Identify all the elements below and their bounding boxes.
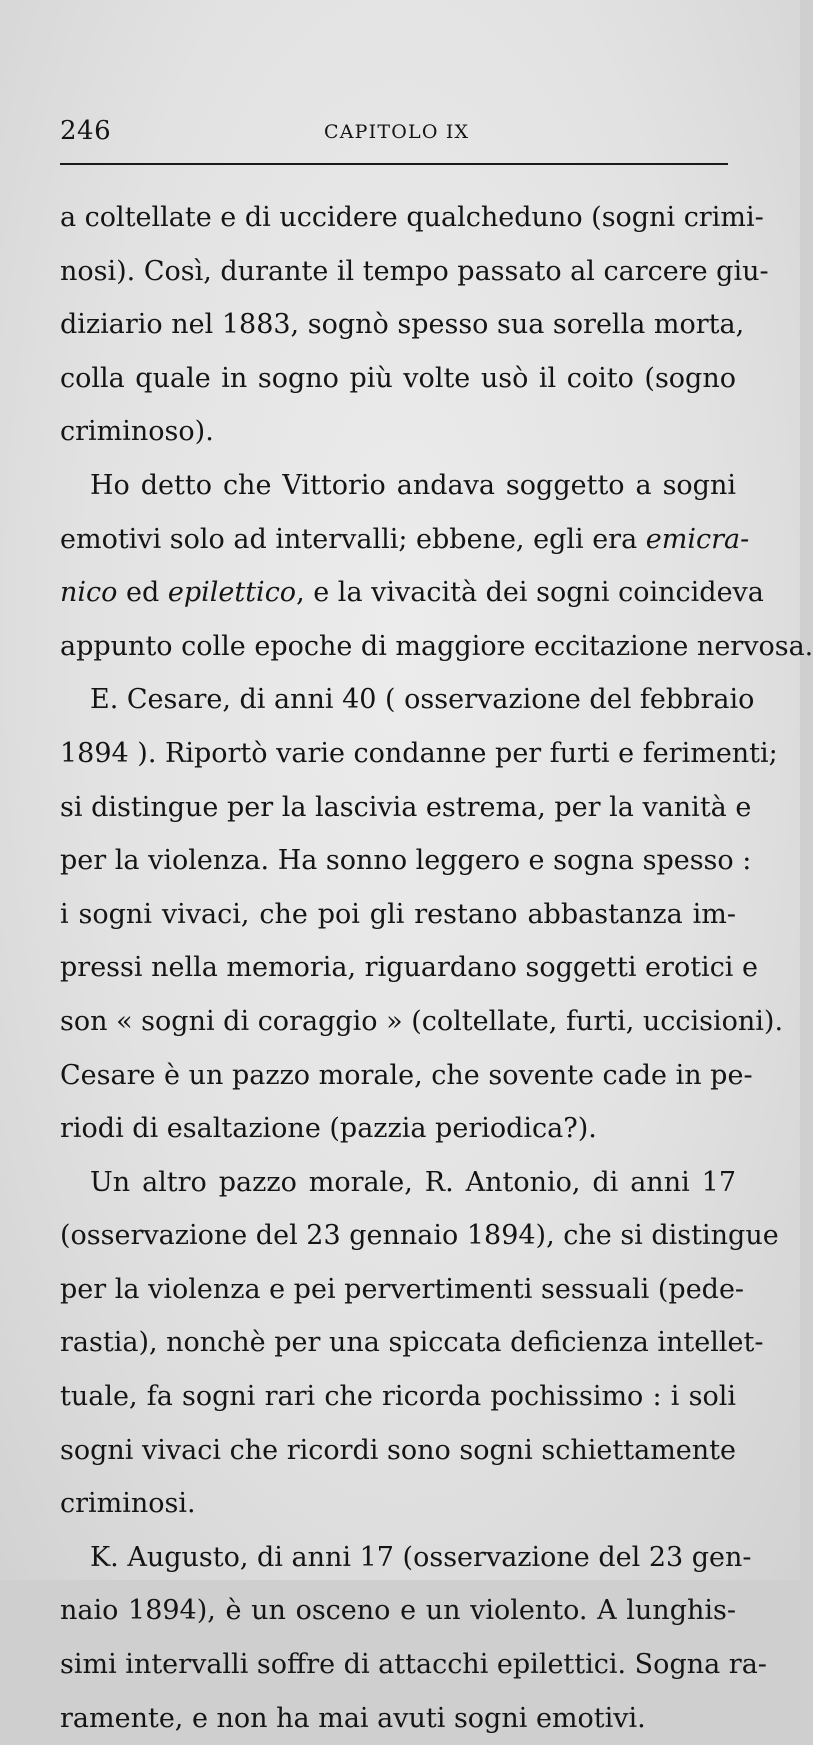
- text-line: simi intervalli soffre di attacchi epilettici. Sogna ra-: [60, 1649, 767, 1681]
- page-number: 246: [60, 116, 112, 146]
- text-line: tuale, fa sogni rari che ricorda pochissimo : i soli: [60, 1381, 736, 1413]
- italic-term: epilettico: [167, 577, 297, 609]
- text-line: naio 1894), è un osceno e un violento. A lunghis-: [60, 1595, 736, 1627]
- text-line: Ho detto che Vittorio andava soggetto a sogni: [90, 469, 736, 501]
- text-line: riodi di esaltazione (pazzia periodica?).: [60, 1113, 597, 1145]
- text-line: criminosi.: [60, 1488, 196, 1520]
- text-line: colla quale in sogno più volte usò il coito (sogno: [60, 362, 736, 394]
- text-line: K. Augusto, di anni 17 (osservazione del 23 gen-: [90, 1541, 752, 1573]
- text-line: (osservazione del 23 gennaio 1894), che si distingue: [60, 1220, 779, 1252]
- text-line: appunto colle epoche di maggiore eccitazione nervosa.: [60, 630, 813, 662]
- header-rule: [60, 163, 728, 165]
- text-line: sogni vivaci che ricordi sono sogni schiettamente: [60, 1434, 736, 1466]
- text-line: ramente, e non ha mai avuti sogni emotivi.: [60, 1702, 646, 1734]
- text-line: criminoso).: [60, 416, 214, 448]
- text-line: 1894 ). Riportò varie condanne per furti e ferimenti;: [60, 737, 778, 769]
- text-line: per la violenza e pei pervertimenti sessuali (pede-: [60, 1273, 745, 1305]
- running-head: CAPITOLO IX: [324, 121, 470, 143]
- text-line: nosi). Così, durante il tempo passato al carcere giu-: [60, 255, 769, 287]
- text-line: [60, 513, 750, 567]
- italic-term: nico: [60, 577, 118, 609]
- text-line: i sogni vivaci, che poi gli restano abbastanza im-: [60, 898, 736, 930]
- text-line: rastia), nonchè per una spiccata deficienza intellet-: [60, 1327, 764, 1359]
- text-line: Cesare è un pazzo morale, che sovente cade in pe-: [60, 1059, 753, 1091]
- text-run: , e la vivacità dei sogni coincideva: [296, 577, 764, 609]
- text-line: a coltellate e di uccidere qualcheduno (sogni crimi-: [60, 202, 764, 233]
- text-run: emotivi solo ad intervalli; ebbene, egli era: [60, 523, 646, 555]
- text-run: ed: [117, 577, 168, 609]
- text-line: si distingue per la lascivia estrema, per la vanità e: [60, 791, 752, 823]
- text-line: Un altro pazzo morale, R. Antonio, di anni 17: [90, 1166, 736, 1198]
- text-line: diziario nel 1883, sognò spesso sua sorella morta,: [60, 309, 745, 341]
- text-line: per la violenza. Ha sonno leggero e sogna spesso :: [60, 845, 752, 877]
- text-line: pressi nella memoria, riguardano soggetti erotici e: [60, 952, 759, 984]
- text-line: son « sogni di coraggio » (coltellate, furti, uccisioni).: [60, 1005, 784, 1037]
- text-line: E. Cesare, di anni 40 ( osservazione del febbraio: [90, 684, 755, 716]
- body-text: [60, 191, 813, 1745]
- text-line: [60, 566, 764, 620]
- italic-term: emicra-: [645, 523, 750, 555]
